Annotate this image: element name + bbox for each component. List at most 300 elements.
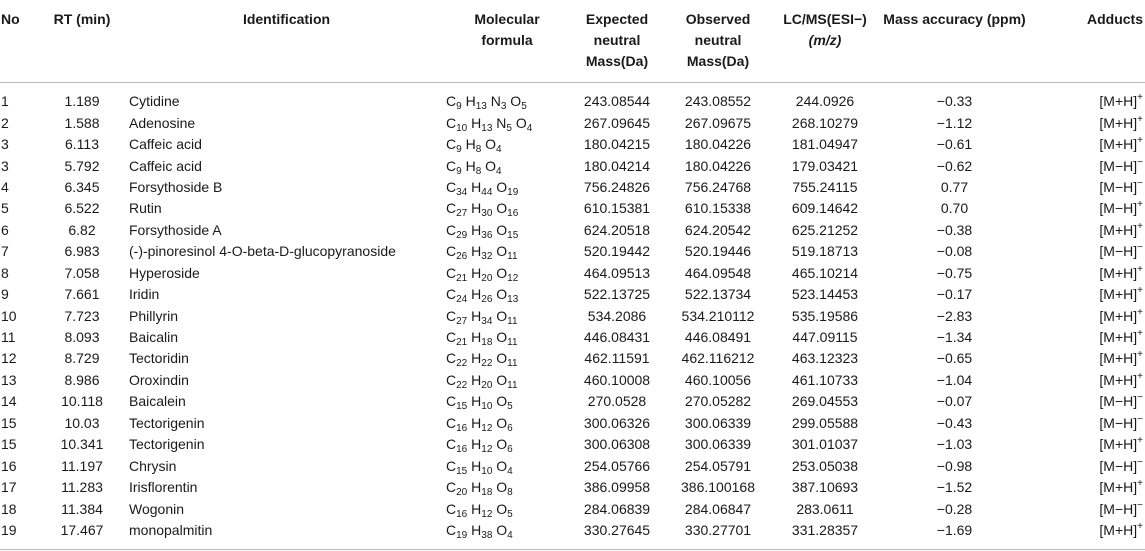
cell-expected-mass: 464.09513 — [583, 264, 651, 281]
cell-molecular-formula — [444, 498, 568, 519]
cell-adduct — [1029, 305, 1145, 326]
cell-no: 4 — [1, 178, 9, 195]
formula-element: O — [496, 350, 508, 367]
cell-expected-mass: 610.15381 — [583, 200, 651, 217]
adduct-ion: [M+H] — [1099, 371, 1138, 388]
formula-element: H — [471, 178, 482, 195]
formula-element: H — [471, 479, 482, 496]
cell-no: 6 — [1, 221, 9, 238]
cell-no: 1 — [1, 93, 9, 110]
formula-count: 20 — [456, 487, 468, 499]
formula-count: 4 — [526, 122, 533, 134]
formula-element: C — [446, 243, 457, 260]
cell-identification: Hyperoside — [129, 264, 200, 281]
cell-identification: Tectoridin — [129, 350, 189, 367]
adduct-charge: + — [1137, 199, 1143, 211]
table-row — [0, 327, 1145, 348]
cell-identification: Baicalin — [129, 329, 179, 346]
adduct-ion: [M−H] — [1099, 200, 1138, 217]
formula-count: 16 — [456, 444, 468, 456]
formula-element: H — [471, 350, 482, 367]
formula-element: O — [496, 479, 508, 496]
formula-count: 12 — [481, 422, 493, 434]
formula-element: O — [496, 521, 508, 538]
cell-no: 2 — [1, 114, 9, 131]
cell-identification: Irisflorentin — [129, 479, 198, 496]
cell-molecular-formula — [444, 477, 568, 498]
formula-count: 19 — [507, 186, 519, 198]
adduct-ion: [M+H] — [1099, 221, 1138, 238]
formula-count: 30 — [481, 208, 493, 220]
cell-identification: Oroxindin — [129, 371, 189, 388]
cell-rt: 8.093 — [64, 329, 100, 346]
cell-rt: 17.467 — [60, 521, 104, 538]
cell-mass-accuracy: −0.43 — [936, 414, 973, 431]
cell-observed-mass: 446.08491 — [684, 329, 752, 346]
cell-molecular-formula — [444, 327, 568, 348]
formula-count: 5 — [507, 508, 513, 520]
table-row — [0, 284, 1145, 305]
cell-adduct — [1029, 220, 1145, 241]
formula-element: H — [471, 457, 482, 474]
cell-observed-mass: 243.08552 — [684, 93, 752, 110]
adduct-charge: + — [1137, 220, 1143, 232]
cell-expected-mass: 520.19442 — [583, 243, 651, 260]
table-row — [0, 348, 1145, 369]
cell-mass-accuracy: −1.52 — [936, 479, 973, 496]
col-header-no: No — [1, 11, 20, 27]
formula-count: 4 — [496, 165, 502, 177]
formula-element: C — [446, 393, 457, 410]
cell-no: 15 — [1, 436, 17, 453]
col-header-mass-accuracy: Mass accuracy (ppm) — [883, 11, 1026, 27]
adduct-charge: − — [1137, 156, 1143, 168]
formula-element: H — [471, 286, 482, 303]
adduct-charge: − — [1137, 456, 1143, 468]
cell-identification: Forsythoside B — [129, 178, 223, 195]
formula-count: 20 — [481, 379, 493, 391]
formula-count: 16 — [456, 422, 468, 434]
cell-lcms: 331.28357 — [791, 521, 859, 538]
formula-count: 5 — [507, 401, 513, 413]
formula-element: C — [446, 136, 457, 153]
cell-rt: 7.661 — [64, 286, 100, 303]
cell-molecular-formula — [444, 112, 568, 133]
adduct-charge: + — [1137, 92, 1143, 104]
formula-element: H — [465, 136, 476, 153]
table-row — [0, 520, 1145, 541]
cell-no: 5 — [1, 200, 9, 217]
table-row — [0, 134, 1145, 155]
cell-expected-mass: 446.08431 — [583, 329, 651, 346]
formula-element: O — [496, 286, 508, 303]
cell-adduct — [1029, 455, 1145, 476]
formula-element: C — [446, 350, 457, 367]
cell-lcms: 465.10214 — [791, 264, 859, 281]
adduct-ion: [M−H] — [1099, 157, 1138, 174]
cell-rt: 6.522 — [64, 200, 100, 217]
formula-element: O — [496, 436, 508, 453]
adduct-ion: [M+H] — [1099, 264, 1138, 281]
formula-count: 34 — [456, 186, 468, 198]
formula-count: 22 — [456, 379, 468, 391]
cell-observed-mass: 462.116212 — [681, 350, 755, 367]
adduct-charge: − — [1137, 242, 1143, 254]
cell-molecular-formula — [444, 263, 568, 284]
adduct-ion: [M+H] — [1099, 136, 1138, 153]
formula-count: 32 — [481, 251, 493, 263]
cell-mass-accuracy: −0.62 — [936, 157, 973, 174]
cell-lcms: 535.19586 — [791, 307, 859, 324]
cell-molecular-formula — [444, 434, 568, 455]
cell-lcms: 179.03421 — [791, 157, 859, 174]
cell-expected-mass: 534.2086 — [587, 307, 647, 324]
cell-lcms: 181.04947 — [791, 136, 859, 153]
cell-observed-mass: 300.06339 — [684, 414, 752, 431]
cell-rt: 6.82 — [68, 221, 96, 238]
cell-observed-mass: 520.19446 — [684, 243, 752, 260]
formula-element: C — [446, 93, 457, 110]
formula-count: 19 — [456, 529, 468, 541]
formula-count: 22 — [481, 358, 493, 370]
adduct-ion: [M−H] — [1099, 500, 1138, 517]
formula-element: C — [446, 200, 457, 217]
table-row — [0, 241, 1145, 262]
cell-rt: 10.118 — [61, 393, 103, 410]
adduct-ion: [M+H] — [1099, 307, 1138, 324]
formula-element: O — [510, 93, 522, 110]
cell-identification: Caffeic acid — [129, 157, 202, 174]
cell-mass-accuracy: −0.65 — [936, 350, 973, 367]
cell-molecular-formula — [444, 370, 568, 391]
cell-observed-mass: 610.15338 — [684, 200, 752, 217]
cell-observed-mass: 756.24768 — [684, 178, 752, 195]
cell-adduct — [1029, 434, 1145, 455]
cell-no: 16 — [1, 457, 17, 474]
cell-rt: 10.03 — [64, 414, 100, 431]
table-bottom-rule — [0, 549, 1145, 550]
cell-expected-mass: 386.09958 — [583, 479, 651, 496]
cell-observed-mass: 270.05282 — [684, 393, 752, 410]
cell-no: 3 — [1, 136, 9, 153]
adduct-charge: + — [1137, 113, 1143, 125]
cell-adduct — [1029, 391, 1145, 412]
cell-molecular-formula — [444, 455, 568, 476]
col-header-rt: RT (min) — [53, 11, 111, 27]
formula-element: O — [496, 500, 508, 517]
formula-element: O — [485, 136, 497, 153]
cell-observed-mass: 267.09675 — [684, 114, 752, 131]
cell-molecular-formula — [444, 198, 568, 219]
formula-count: 9 — [456, 165, 462, 177]
formula-count: 22 — [456, 358, 468, 370]
cell-expected-mass: 270.0528 — [587, 393, 647, 410]
col-header-identification: Identification — [242, 11, 331, 27]
cell-rt: 11.384 — [61, 500, 103, 517]
cell-identification: Iridin — [129, 286, 160, 303]
formula-element: O — [496, 329, 508, 346]
cell-mass-accuracy: −0.75 — [936, 264, 973, 281]
table-row — [0, 391, 1145, 412]
cell-expected-mass: 300.06326 — [583, 414, 651, 431]
formula-count: 26 — [481, 294, 493, 306]
header-row — [0, 0, 1145, 82]
cell-no: 12 — [1, 350, 17, 367]
cell-observed-mass: 464.09548 — [684, 264, 752, 281]
formula-element: H — [471, 221, 482, 238]
formula-count: 3 — [500, 101, 507, 113]
formula-element: H — [471, 500, 482, 517]
table-body — [0, 82, 1145, 541]
cell-rt: 10.341 — [60, 436, 104, 453]
cell-observed-mass: 460.10056 — [684, 371, 752, 388]
formula-element: C — [446, 436, 457, 453]
cell-no: 19 — [1, 521, 17, 538]
formula-count: 13 — [475, 101, 487, 113]
cell-rt: 8.729 — [64, 350, 100, 367]
cell-no: 14 — [1, 393, 17, 410]
col-header-molecular-formula: Molecular formula — [474, 11, 540, 48]
adduct-charge: − — [1137, 177, 1143, 189]
cell-lcms: 755.24115 — [792, 178, 858, 195]
formula-element: H — [471, 521, 482, 538]
cell-adduct — [1029, 155, 1145, 176]
cell-identification: Tectorigenin — [129, 436, 205, 453]
formula-count: 27 — [456, 208, 468, 220]
cell-lcms: 519.18713 — [791, 243, 859, 260]
table-row — [0, 177, 1145, 198]
formula-element: O — [496, 393, 508, 410]
cell-adduct — [1029, 370, 1145, 391]
cell-molecular-formula — [444, 284, 568, 305]
formula-element: H — [471, 436, 482, 453]
col-header-adducts: Adducts — [1087, 11, 1143, 27]
formula-count: 29 — [456, 229, 468, 241]
adduct-charge: + — [1137, 328, 1143, 340]
cell-molecular-formula — [444, 241, 568, 262]
formula-count: 16 — [507, 208, 519, 220]
formula-count: 10 — [456, 122, 468, 134]
formula-count: 36 — [481, 229, 493, 241]
formula-element: H — [471, 200, 482, 217]
cell-expected-mass: 267.09645 — [583, 114, 651, 131]
formula-element: C — [446, 307, 457, 324]
formula-count: 20 — [481, 272, 493, 284]
table-row — [0, 455, 1145, 476]
formula-element: H — [471, 264, 482, 281]
formula-count: 21 — [456, 272, 468, 284]
formula-count: 11 — [507, 251, 518, 263]
table-row — [0, 370, 1145, 391]
cell-mass-accuracy: −0.17 — [936, 286, 973, 303]
cell-no: 8 — [1, 264, 9, 281]
formula-element: O — [496, 414, 508, 431]
cell-expected-mass: 284.06839 — [583, 500, 651, 517]
cell-no: 10 — [1, 307, 17, 324]
formula-element: C — [446, 371, 457, 388]
formula-element: O — [496, 307, 508, 324]
cell-identification: Cytidine — [129, 93, 180, 110]
cell-rt: 6.113 — [65, 136, 99, 153]
formula-count: 4 — [496, 144, 502, 156]
formula-count: 13 — [507, 294, 519, 306]
cell-rt: 6.983 — [64, 243, 100, 260]
cell-observed-mass: 180.04226 — [684, 136, 752, 153]
formula-count: 11 — [507, 358, 518, 370]
cell-expected-mass: 330.27645 — [583, 521, 651, 538]
table-row — [0, 155, 1145, 176]
formula-count: 10 — [481, 401, 493, 413]
cell-mass-accuracy: −1.34 — [936, 329, 973, 346]
cell-no: 11 — [1, 329, 16, 346]
adduct-ion: [M+H] — [1099, 350, 1138, 367]
adduct-charge: − — [1137, 499, 1143, 511]
formula-count: 15 — [456, 465, 468, 477]
formula-element: H — [471, 243, 482, 260]
formula-element: O — [496, 178, 508, 195]
adduct-ion: [M−H] — [1099, 457, 1138, 474]
cell-mass-accuracy: −0.07 — [936, 393, 973, 410]
formula-element: N — [496, 114, 507, 131]
table-row — [0, 112, 1145, 133]
formula-count: 12 — [481, 444, 493, 456]
cell-mass-accuracy: −0.28 — [936, 500, 973, 517]
formula-count: 12 — [481, 508, 493, 520]
formula-element: H — [471, 371, 482, 388]
cell-rt: 1.588 — [64, 114, 100, 131]
col-header-lcms: LC/MS(ESI−) (m/z) — [783, 11, 867, 48]
cell-adduct — [1029, 520, 1145, 541]
cell-lcms: 463.12323 — [791, 350, 859, 367]
formula-count: 15 — [507, 229, 519, 241]
cell-mass-accuracy: −1.69 — [936, 521, 973, 538]
cell-lcms: 301.01037 — [791, 436, 859, 453]
formula-count: 21 — [456, 337, 468, 349]
table-row — [0, 305, 1145, 326]
cell-lcms: 269.04553 — [791, 393, 859, 410]
cell-no: 17 — [1, 479, 17, 496]
formula-element: C — [446, 264, 457, 281]
formula-count: 16 — [456, 508, 468, 520]
cell-mass-accuracy: −1.12 — [936, 114, 973, 131]
cell-lcms: 387.10693 — [791, 479, 859, 496]
formula-element: C — [446, 178, 457, 195]
cell-adduct — [1029, 498, 1145, 519]
cell-expected-mass: 522.13725 — [583, 286, 651, 303]
cell-observed-mass: 624.20542 — [684, 221, 752, 238]
formula-count: 12 — [507, 272, 519, 284]
formula-count: 11 — [507, 315, 518, 327]
formula-element: C — [446, 157, 457, 174]
formula-element: H — [471, 329, 482, 346]
table-row — [0, 498, 1145, 519]
cell-observed-mass: 534.210112 — [681, 307, 755, 324]
adduct-charge: + — [1137, 263, 1143, 275]
cell-identification: (-)-pinoresinol 4-O-beta-D-glucopyranoside — [129, 243, 396, 260]
formula-element: C — [446, 500, 457, 517]
table-row — [0, 82, 1145, 112]
cell-mass-accuracy: −1.03 — [936, 436, 973, 453]
formula-count: 11 — [507, 379, 518, 391]
table-row — [0, 198, 1145, 219]
formula-count: 4 — [507, 465, 513, 477]
col-header-expected-mass: Expected neutral Mass(Da) — [585, 11, 649, 69]
cell-mass-accuracy: 0.77 — [940, 178, 969, 195]
cell-identification: Baicalein — [129, 393, 186, 410]
table-row — [0, 263, 1145, 284]
adduct-ion: [M+H] — [1099, 286, 1138, 303]
cell-observed-mass: 386.100168 — [681, 479, 755, 496]
formula-count: 5 — [506, 122, 512, 134]
table-row — [0, 413, 1145, 434]
formula-count: 8 — [507, 487, 513, 499]
formula-count: 6 — [507, 422, 513, 434]
cell-lcms: 609.14642 — [791, 200, 859, 217]
cell-expected-mass: 300.06308 — [583, 436, 651, 453]
cell-identification: Phillyrin — [129, 307, 179, 324]
formula-count: 9 — [456, 144, 462, 156]
cell-rt: 6.345 — [64, 178, 100, 195]
cell-adduct — [1029, 134, 1145, 155]
formula-count: 4 — [507, 529, 513, 541]
cell-no: 18 — [1, 500, 17, 517]
formula-element: O — [496, 221, 508, 238]
cell-mass-accuracy: −2.83 — [936, 307, 973, 324]
cell-no: 15 — [1, 414, 17, 431]
cell-no: 13 — [1, 371, 17, 388]
cell-expected-mass: 460.10008 — [583, 371, 651, 388]
cell-mass-accuracy: −0.33 — [936, 93, 973, 110]
adduct-ion: [M−H] — [1099, 393, 1138, 410]
formula-count: 18 — [481, 337, 493, 349]
cell-identification: Caffeic acid — [129, 136, 202, 153]
table-row — [0, 477, 1145, 498]
cell-mass-accuracy: −0.08 — [936, 243, 973, 260]
formula-count: 44 — [481, 186, 493, 198]
cell-rt: 7.058 — [64, 264, 100, 281]
cell-adduct — [1029, 198, 1145, 219]
cell-expected-mass: 756.24826 — [583, 178, 651, 195]
formula-element: H — [471, 393, 482, 410]
cell-lcms: 461.10733 — [791, 371, 859, 388]
cell-lcms: 625.21252 — [791, 221, 859, 238]
cell-observed-mass: 284.06847 — [684, 500, 752, 517]
formula-element: O — [496, 264, 508, 281]
cell-lcms: 283.0611 — [796, 500, 854, 517]
cell-adduct — [1029, 348, 1145, 369]
cell-observed-mass: 522.13734 — [684, 286, 752, 303]
formula-count: 27 — [456, 315, 468, 327]
formula-element: H — [471, 307, 482, 324]
cell-mass-accuracy: −0.98 — [936, 457, 973, 474]
formula-count: 8 — [475, 144, 482, 156]
cell-molecular-formula — [444, 520, 568, 541]
cell-identification: monopalmitin — [129, 521, 213, 538]
adduct-ion: [M+H] — [1099, 93, 1138, 110]
cell-expected-mass: 243.08544 — [583, 93, 651, 110]
adduct-ion: [M+H] — [1099, 521, 1138, 538]
cell-adduct — [1029, 241, 1145, 262]
adduct-charge: + — [1137, 306, 1143, 318]
table-row — [0, 220, 1145, 241]
adduct-charge: + — [1137, 478, 1143, 490]
formula-element: O — [496, 243, 508, 260]
cell-identification: Forsythoside A — [129, 221, 222, 238]
formula-count: 15 — [456, 401, 468, 413]
cell-lcms: 244.0926 — [795, 93, 855, 110]
cell-adduct — [1029, 82, 1145, 112]
cell-molecular-formula — [444, 220, 568, 241]
